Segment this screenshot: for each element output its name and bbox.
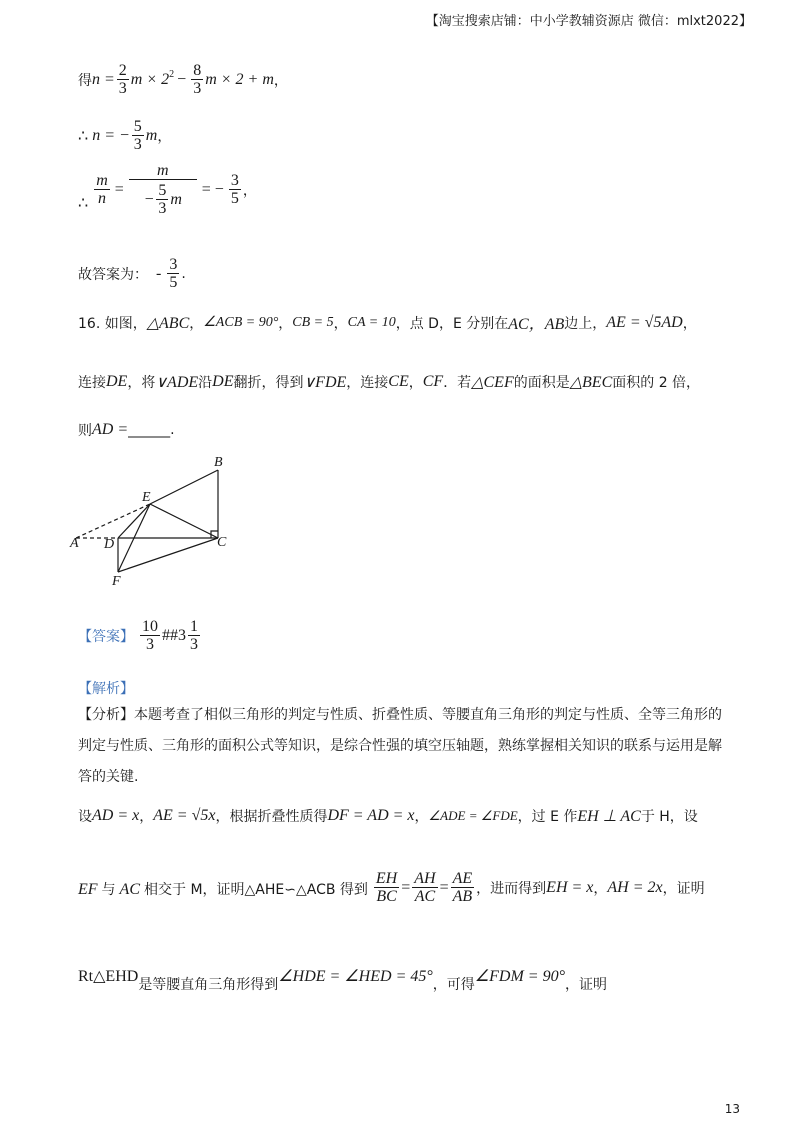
fraction-5-3: $\frac{5}{3}$ (133, 118, 142, 153)
equation-ratio (78, 162, 257, 217)
right-triangle-ehd: Rt△EHD (78, 968, 139, 985)
equation-n-result (78, 118, 171, 153)
q16-text: 则 (78, 423, 92, 439)
superscript: 2 (169, 69, 175, 80)
q16-text: ， (682, 315, 697, 332)
answer-fraction: $\frac{3}{5}$ (169, 256, 178, 291)
step-text: ，根据折叠性质得 (215, 809, 328, 825)
analysis-tag: 【解析】 (78, 681, 134, 697)
question-16-line-2 (78, 372, 700, 392)
step-text: 是等腰直角三角形得到 (138, 977, 279, 993)
question-16-line-3 (78, 420, 175, 440)
page-number: 13 (724, 1102, 740, 1116)
therefore-symbol: ∴ (78, 195, 89, 212)
label-d: D (104, 537, 115, 552)
q16-text: ．若 (443, 375, 472, 391)
minus: − (177, 70, 187, 88)
angle-45: ∠HDE = ∠HED = 45° (278, 968, 433, 985)
step-text: 与 (101, 882, 116, 898)
geometry-figure (66, 450, 246, 590)
eh-equals-x: EH = x (546, 878, 594, 896)
segment-de: DE (212, 373, 234, 390)
q16-text: 面积的 2 倍， (612, 375, 701, 391)
answer-tag: 【答案】 (78, 628, 134, 645)
triangle-cef: △CEF (471, 374, 514, 391)
m-term: m (145, 126, 158, 144)
ratio-eh-bc: $\frac{EH}{BC}$ (375, 870, 398, 905)
q16-text: 翻折，得到 (233, 375, 304, 391)
segment-de: DE (106, 373, 128, 390)
q16-text: ， (333, 315, 348, 332)
answer-fraction-1-3: $\frac{1}{3}$ (190, 618, 198, 653)
fraction-8-3: $\frac{8}{3}$ (193, 62, 202, 97)
equals-negative: = − (201, 180, 224, 198)
ah-equals-2x: AH = 2x (607, 878, 663, 896)
fraction-3-5: $\frac{3}{5}$ (230, 172, 239, 207)
ad-equals-x: AD = x (92, 807, 140, 824)
segment-ef: EF (78, 881, 98, 898)
equals: = (439, 878, 449, 896)
term-2: m × 2 + m (205, 70, 274, 88)
analysis-step-3 (78, 958, 607, 994)
label-b: B (214, 455, 223, 470)
equals: = (401, 878, 411, 896)
step-text: ， (414, 809, 429, 825)
step-text: 相交于 M，证明△AHE∽△ACB 得到 (144, 882, 368, 898)
ae-relation: AE = √5AD (606, 313, 683, 331)
step-text: ，证明 (662, 880, 705, 897)
q16-text: 16. 如图， (78, 315, 147, 332)
analysis-paragraph: 【分析】本题考查了相似三角形的判定与性质、折叠性质、等腰直角三角形的判定与性质、全等三角形的判定与性质、三角形的面积公式等知识，是综合性强的填空压轴题，熟练掌握相关知识的联系与运用是解答的关键. (78, 707, 722, 785)
perpendicular: EH ⊥ AC (577, 808, 641, 825)
de-text: 得 (78, 72, 92, 89)
comma: ， (157, 128, 172, 145)
line-fc (118, 538, 218, 572)
step-text: ，证明 (564, 977, 607, 993)
q16-text: 的面积是 (513, 375, 570, 391)
analysis-step-1 (78, 806, 698, 826)
label-e: E (142, 490, 151, 505)
segment-cf: CF (422, 373, 444, 390)
answer-separator: ##3 (162, 626, 186, 644)
comma: ， (242, 182, 257, 199)
triangle-ade: ∨ADE (155, 374, 199, 391)
n-eq-2: n = − (92, 126, 130, 144)
step-text: ，进而得到 (476, 880, 547, 897)
ratio-ah-ac: $\frac{AH}{AC}$ (414, 870, 436, 905)
equals: = (114, 180, 124, 198)
q16-text: ， (408, 375, 423, 391)
answer-fraction-10-3: $\frac{10}{3}$ (142, 618, 158, 653)
fraction-2-3: $\frac{2}{3}$ (118, 62, 127, 97)
segment-ce: CE (388, 373, 409, 390)
label-c: C (217, 535, 227, 550)
df-equals: DF = AD = x (327, 807, 415, 824)
q16-text: 沿 (198, 375, 213, 391)
triangle-bec: △BEC (569, 374, 613, 391)
negative-sign: - (156, 264, 162, 282)
step-text: 设 (78, 809, 92, 825)
angle-90: ∠FDM = 90° (474, 968, 565, 985)
step-text: ，过 E 作 (517, 809, 578, 825)
fraction-m-n: $\frac{m}{n}$ (96, 172, 108, 207)
angle-equality: ∠ADE = ∠FDE (428, 808, 518, 823)
triangle-abc: △ABC (146, 314, 190, 332)
answer-section (78, 618, 202, 653)
triangle-fde: ∨FDE (303, 374, 347, 391)
q16-text: ，点 D，E 分别在 (395, 315, 509, 332)
answer-line (78, 256, 186, 291)
header-shop-banner: 【淘宝搜索店铺：中小学教辅资源店 微信：mlxt2022】 (425, 14, 752, 29)
angle-acb: ∠ACB = 90° (203, 315, 279, 330)
step-text: ， (593, 880, 608, 897)
line-ec (150, 504, 218, 538)
ae-equals: AE = √5x (153, 807, 216, 824)
step-text: 于 H，设 (640, 809, 698, 825)
line-be (150, 470, 218, 504)
cb-value: CB = 5 (292, 314, 334, 330)
ratio-ae-ab: $\frac{AE}{AB}$ (452, 870, 473, 905)
answer-blank: ______. (128, 422, 175, 438)
label-a: A (70, 536, 79, 551)
equation-n (78, 62, 288, 97)
q16-text: ，将 (127, 375, 156, 391)
fraction-complex: m − $\frac{5}{3}$ m (129, 162, 197, 217)
q16-text: ， (189, 315, 204, 332)
comma: ， (273, 72, 288, 89)
segment-ac: AC (119, 881, 140, 898)
question-16-line-1 (78, 311, 697, 334)
step-text: ， (139, 809, 154, 825)
line-ed (118, 504, 150, 538)
q16-text: ， (278, 315, 293, 332)
therefore-symbol: ∴ (78, 127, 89, 145)
q16-text: 边上， (564, 315, 607, 332)
ad-expression: AD = (92, 421, 129, 438)
term-1: m × 2 (130, 70, 170, 88)
ca-value: CA = 10 (347, 314, 396, 330)
analysis-step-2 (78, 870, 705, 905)
label-f: F (112, 574, 121, 589)
period: . (181, 265, 186, 282)
n-eq: n = (92, 70, 115, 88)
step-text: ，可得 (432, 977, 475, 993)
q16-text: 连接 (78, 375, 106, 391)
q16-text: ，连接 (346, 375, 389, 391)
answer-label: 故答案为： (78, 266, 148, 283)
ac-ab: AC，AB (508, 316, 565, 333)
line-ae-dashed (76, 504, 150, 538)
